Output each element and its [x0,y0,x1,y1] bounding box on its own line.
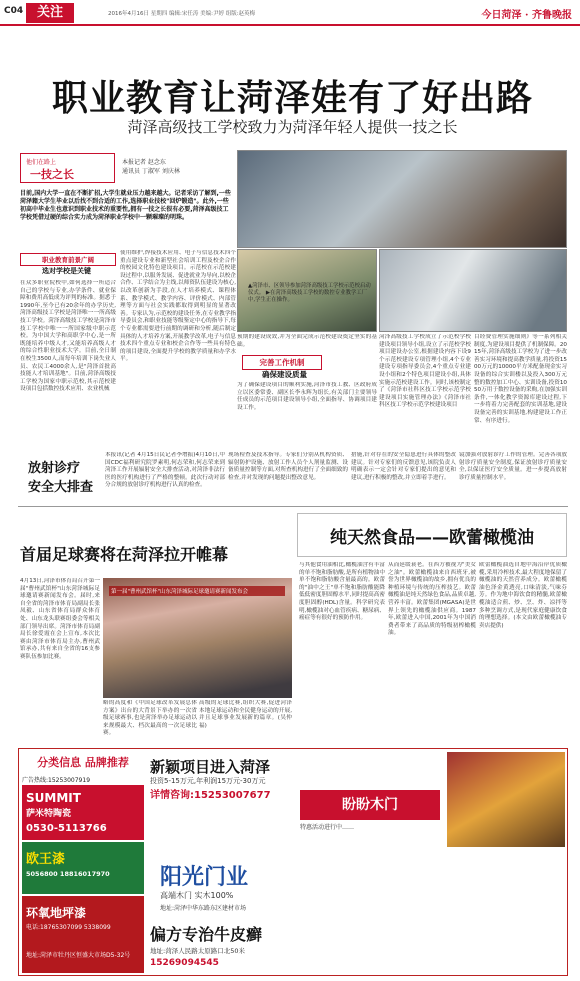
ad-door-photo [447,752,565,847]
ad-psoriasis-title: 偏方专治牛皮癣 [150,925,263,944]
brief-column-3: 措施,针对存在的安全隐患进行具体的整改建议。针对专家们的反馈意见,该院负责人明确表示一定会针对专家们提出的意见和建议,进行积极的整改,并立即着手进行。 [351,452,456,481]
lead-column-d: 菏泽高级技工学校成立了示范校学校建设项目领导小组,设立了示范校学校项目建设办公室,根据建设内容下设9个示范校建设专项管理小组,4个专业建设专项指导委员会,4个重点专业建设小组和2个特色项目建设小组,具体实施示范校建设工作。同时,该校制定了《菏泽市社科区技工学校示范学校建设项目实施管理办法》《菏泽市社科区技工学校示范学校建设项目 [379,334,471,409]
page-number: C04 [4,6,24,16]
main-subhead: 菏泽高级技工学校致力为菏泽年轻人提供一技之长 [127,118,458,136]
brief-column-2: 现场检查及技术指导。专家们分别从机构资质、辐射防护设施、放射工作人员个人剂量监测、设备质量控制等方面,对所查机构进行了全面细致的检查,并对发现的问题提出整改意见。 [228,452,348,481]
ad-summit-cn: 萨米特陶瓷 [26,809,72,819]
football-column-1: 4月13日,菏泽市体育局召开第一届"曹州武馆杯"山东菏泽城际足球邀请赛新闻发布会。届时,来自全省的菏泽市体育局副局长张凤毅、山东省体育局群众体育处、山东龙头联赛组委会等相关部门领导出席。菏泽市体育局副局长徐爱霞在会上宣布,本次比赛由菏泽市体育局主办,曹州武馆承办,共有来自全省的16支参赛队伍参加比赛。 [20,578,100,660]
olive-oil-column-3: 欧蕾橄榄油选自地中海沿岸优质橄榄,采用冷榨技术,最大程度地保留了橄榄油的天然营养成分。欧蕾橄榄油色泽金黄透亮,口味清淡,气味芬芳。作为地中海饮食的精髓,欧蕾橄榄油适合煎、炒、烹、炸、凉拌等多种烹调方式,是现代家庭健康饮食的理想选择。(本文由欧蕾橄榄油专卖店提供) [479,562,567,629]
photo-workshop [379,249,567,332]
ad-floor-name: 环氧地坪漆 [26,906,87,920]
brief-title-line2: 安全大排查 [28,480,94,495]
ad-psoriasis-address: 地址:菏泽人民路太原路口北50米 [150,947,245,955]
classified-title: 分类信息 品牌推荐 [37,756,129,769]
ad-sunshine-address: 地址:菏泽中华东路东区建材市场 [160,905,247,912]
ad-summit-phone: 0530-5113766 [26,823,107,834]
lead-column-f: 为了确保建设项目的顺利实施,菏泽市技工教、区政府成立以区委常委、副区长李永辉为组长,有关部门主要领导任成员的示范项目建设领导小组,全面指导、协调项目建设工作。 [237,382,377,411]
brief-title-line1: 放射诊疗 [28,461,81,476]
ad-project-subtitle: 投资5-15万元,年利润15万元-30万元 [150,777,266,785]
ad-panpan-name: 盼盼木门 [300,790,440,820]
ad-owang-phone: 5056800 18816017970 [26,870,110,878]
dateline: 2016年4月16日 星期四 编辑:宋任涛 美编:尹婷 组版:赵英梅 [108,11,256,17]
column-logo-small: 他们在路上 [26,159,57,166]
main-headline: 职业教育让菏泽娃有了好出路 [51,78,533,119]
lead-column-e: 目经费管理实施细则》等一系列相关制度,为建设项目提供了机制保障。2015年,菏泽高级技工学校为了进一步改善实习环境和提高教学质量,将投资1500万元的10000平方米配备现金实习设备的综合实训楼以及投入300万元整的数控加工中心、实训设备,投资1050万用于数控设备的采购,在加强实训条件,一体化教学资源库建设过程,下一步将着力完善配套的实训基地,建设设备完善的实训基地,构建建设工作正常、有序进行。 [474,334,567,424]
ad-project-phone: 详情咨询:15253007677 [150,790,271,801]
subheading-1b: 选对学校是关键 [42,267,91,275]
ad-project-title: 新颖项目进入菏泽 [150,758,271,776]
football-photo [103,578,292,698]
football-headline: 首届足球赛将在菏泽拉开帷幕 [20,545,229,564]
ad-psoriasis-phone: 15269094545 [150,958,219,968]
brand-logo: 今日菏泽 · 齐鲁晚报 [481,10,572,21]
brief-column-1: 本报讯(记者 4月15日民记者李增振)4月10日,中国CDC福利研究院罗素明,何志荣和,何志荣来到菏泽工作开展辐射安全大排查活动,对菏泽非法行医的医疗机构进行了严格的整顿。此次行动对部分合规的放射诊疗机构进行认真的检查。 [105,452,225,489]
ad-floor-phone: 电话:18765307099 5338099 [26,924,111,931]
football-column-3: 高级的足球比赛,组织大赛,促进菏泽本地足球运动和全民健身运动的开展,并且足球事业发展新的篇章。(吴仲福) [199,700,292,729]
ad-owang-name: 欧王漆 [26,852,66,867]
byline-reporter: 本报记者 赵念东 [122,159,166,166]
section-tag: 关注 [26,3,74,23]
ad-sunshine-sub: 高端木门 实木100% [160,891,234,900]
byline-correspondent: 通讯员 丁淑军 刘庆林 [122,168,180,175]
ad-floor-address: 地址:菏泽市牡丹区恒盛大市场D5-32号 [26,952,131,959]
section-divider [18,506,568,507]
classified-phone: 广告热线:15253007919 [22,777,91,784]
olive-oil-headline: 纯天然食品——欧蕾橄榄油 [330,528,534,548]
lead-column-c: 预期的建设成效,并为全面完成示范校建设奠定坚实的基础。 [237,334,377,348]
olive-oil-column-1: 与其他食用油相比,橄榄油含有丰富的单不饱和脂肪酸,是所有植物油中单不饱和脂肪酸含量最高的。欧蕾的"油中之王"单不饱和脂肪酸能降低低密度胆固醇水平,同时提高高密度胆固醇(HDL)含量。科学研究表明,橄榄油对心血管疾病、糖尿病、癌症等有很好的预防作用。 [299,562,385,622]
ad-summit-name: SUMMIT [26,791,81,805]
subheading-2a: 完善工作机制 [242,355,322,370]
football-column-2: 略的高度和《中国足球改革发展总体方案》出台的大背景下举办的一次省级足球赛事,也是菏泽举办足球运动以来规模最大、档次最高的一次足球比赛。 [103,700,197,737]
lead-column-a: 在众多职业院校中,如何选择一所适合自己的学校与专业,办学条件、就业保障和费用高低成为评判的标准。据悉于1990年,至今已有20余年的办学历史,菏泽高级技工学校是菏泽唯一一所高级技工学校。菏泽高级技工学校是菏泽市技工学校中唯一一所国家级中职示范校。为中国大学和高职学中心,是一所既能培养中级人才,又能培养高级人才的综合性职业技术大学。目前,全日制在校生3500人,而每年培训下岗失业人员、农民工4000余人,是"菏泽首批高技能人才培训基地"。目前,菏泽高级技工学校为国家中职示范校,其示范校建设项目包括数控技术应用、农业机械 [20,280,116,393]
football-photo-banner: 第一届"曹州武馆杯"山东菏泽城际足球邀请赛新闻发布会 [109,586,285,596]
olive-oil-column-2: 从而延缓衰老。在西方被视为"美女之油"。欧蕾橄榄油来自西班牙,被誉为世界橄榄油的故乡,拥有优良的种植环境与传统的压榨技艺。欧蕾橄榄油是纯天然绿色食品,品质卓越,营养丰富。欧蕾集团(MGASA)是世界上领先的橄榄油供应商。1987年,欧蕾进入中国,2001年为中国消费者带来了高品质的特级初榨橄榄油。 [388,562,476,637]
brief-column-4: 镜加强对放射诊疗工作的管理。完善各项放射诊疗质量安全制度,保证放射诊疗质量安全,以保证医疗安全质量。进一步提高放射诊疗质量控制水平。 [459,452,567,481]
ad-sunshine-name: 阳光门业 [160,865,249,890]
column-logo-big: 一技之长 [30,168,74,181]
ad-panpan-sub: 特惠活动进行中…… [300,824,355,831]
photo-caption: ▲菏泽市、区领导参加菏泽高级技工学校示范校启动仪式。 ▶在菏泽高级技工学校的数控专业教学工厂中,学生正在操作。 [248,283,371,303]
lead-column-b: 使用维护,焊接技术应用、电子与信息技术四个重点建设专业和新型社会培训工程及校企合作的校园文化特色建设项目。示范校在示范校建设过程中,以服务发展、促进就业为导向,以校企合作、工学结合为主线,以师资队伍建设为核心,以改革创新为手段,在人才培养模式、课程体系、教学模式、教学内容、评价模式、内部管理等方面与社会实践都取得到明显的显著改善。专家认为,示范校的建设任务,在专业教学指导委员会,和职业技能等级鉴定中心的指导下,每个专业都需要进行前期的调研和分析,随后制定具体的人才培养方案,开展教学改革,电子与信息技术四个重点专业和校企合作等一些具有特色的项目建设,全面提升学校的教学质量和办学水平。 [120,250,236,363]
photo-ceremony [237,150,567,248]
subheading-2b: 确保建设质量 [262,370,307,379]
lead-intro: 目前,国内大学一直在不断扩招,大学生就业压力越来越大。记者采访了解到,一些菏泽籍大学生毕业以后找不到合适的工作,选择职业技校"回炉锻造"。此外,一些初高中毕业生也意识到职业技术的重要性,拥有一技之长很有必要,菏泽高级技工学校凭借过硬的综合实力成为菏泽职业学校中一颗璀璨的明珠。 [20,190,231,221]
subheading-1a: 职业教育前景广阔 [20,253,116,266]
